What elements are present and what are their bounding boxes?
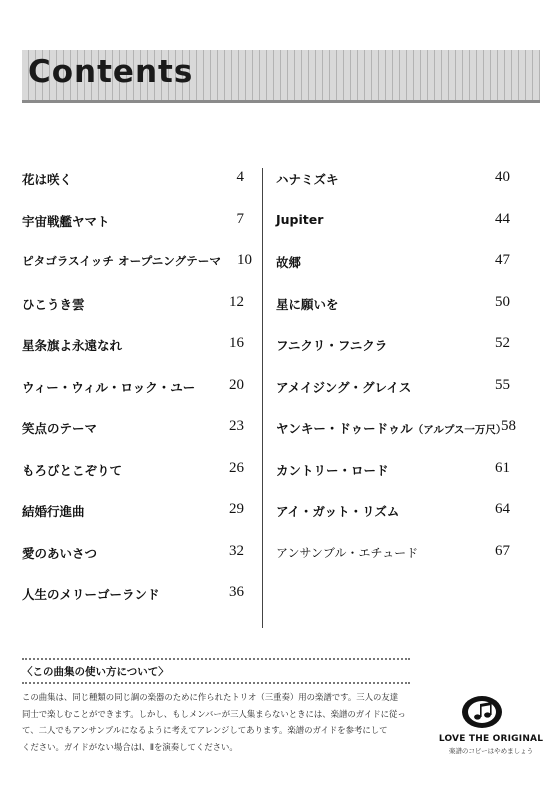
- toc-page-number: 32: [229, 542, 244, 559]
- contents-banner: [22, 50, 540, 103]
- toc-entry[interactable]: [22, 170, 248, 212]
- toc-entry[interactable]: [276, 170, 510, 212]
- toc-entry[interactable]: [22, 544, 248, 586]
- toc-entry[interactable]: [22, 252, 252, 295]
- toc-page-number: 4: [236, 169, 244, 185]
- toc-page-number: 47: [495, 252, 510, 268]
- toc-entry[interactable]: [22, 461, 248, 503]
- column-divider: [262, 168, 263, 628]
- toc-title-note: （アルプス一万尺）: [412, 424, 507, 436]
- toc-title: 愛のあいさつ: [22, 545, 98, 561]
- toc-page-number: 58: [501, 418, 516, 434]
- toc-title: 結婚行進曲: [22, 504, 85, 519]
- usage-note-line: この曲集は、同じ種類の同じ調の楽器のために作られたトリオ（三重奏）用の楽譜です。三人の友達: [22, 692, 399, 702]
- toc-entry[interactable]: [276, 295, 510, 337]
- toc-entry[interactable]: [22, 295, 248, 337]
- toc-entry[interactable]: [276, 253, 510, 295]
- toc-entry[interactable]: [22, 419, 248, 461]
- toc-title: 宇宙戦艦ヤマト: [22, 213, 110, 229]
- usage-note-line: ください。ガイドがない場合はⅠ、Ⅱを演奏してください。: [22, 741, 238, 752]
- toc-title: フニクリ・フニクラ: [276, 338, 388, 353]
- toc-entry[interactable]: [276, 212, 510, 254]
- toc-page-number: 64: [495, 501, 510, 517]
- toc-page-number: 16: [229, 335, 244, 351]
- toc-left-column: [22, 169, 252, 627]
- toc-right-column: [276, 169, 516, 585]
- usage-note-heading: 〈この曲集の使い方について〉: [22, 666, 169, 678]
- toc-title: 星に願いを: [276, 296, 339, 312]
- toc-title: 人生のメリーゴーランド: [22, 587, 160, 602]
- toc-page-number: 10: [237, 252, 252, 268]
- usage-note: [22, 658, 410, 755]
- toc-entry[interactable]: [22, 585, 248, 627]
- toc-page-number: 67: [495, 542, 510, 559]
- toc-title: [276, 419, 506, 437]
- toc-page-number: 36: [229, 584, 244, 600]
- toc-title: ひこうき雲: [22, 296, 85, 312]
- toc-title-main: ヤンキー・ドゥードゥル: [276, 421, 413, 436]
- toc-title: 星条旗よ永遠なれ: [22, 338, 123, 353]
- toc-entry[interactable]: [276, 418, 516, 461]
- toc-entry[interactable]: [276, 544, 510, 586]
- dotted-rule: [22, 658, 410, 660]
- usage-note-body: [22, 689, 410, 755]
- logo-name: LOVE THE ORIGINAL: [438, 734, 544, 744]
- toc-title: ウィー・ウィル・ロック・ユー: [22, 379, 196, 395]
- love-the-original-logo: [438, 694, 544, 764]
- toc-entry[interactable]: [276, 336, 510, 378]
- toc-page-number: 26: [229, 459, 244, 476]
- toc-title: アンサンブル・エチュード: [276, 545, 419, 560]
- toc-title: もろびとこぞりて: [22, 462, 123, 478]
- logo-subtitle: 楽譜のコピーはやめましょう: [448, 747, 534, 755]
- toc-page-number: 20: [229, 376, 244, 393]
- toc-page-number: 29: [229, 501, 244, 517]
- dotted-rule: [22, 682, 410, 684]
- toc-title: ハナミズキ: [276, 172, 339, 187]
- toc-page-number: 50: [495, 293, 510, 310]
- toc-page-number: 23: [229, 418, 244, 434]
- toc-entry[interactable]: [276, 461, 510, 503]
- usage-note-line: て、二人でもアンサンブルになるように考えてアレンジしてあります。楽譜のガイドを参考にして: [22, 725, 388, 735]
- toc-entry[interactable]: [22, 502, 248, 544]
- toc-page-number: 52: [495, 335, 510, 351]
- toc-page-number: 12: [229, 293, 244, 310]
- toc-title: Jupiter: [276, 211, 324, 227]
- toc-entry[interactable]: [22, 336, 248, 378]
- toc-title: 故郷: [276, 255, 302, 270]
- toc-title: アメイジング・グレイス: [276, 379, 412, 395]
- toc-entry[interactable]: [276, 502, 510, 544]
- usage-note-line: 同士で楽しむことができます。しかし、もしメンバーが三人集まらないときには、楽譜のガイドに従っ: [22, 708, 406, 719]
- music-note-logo-icon: [460, 694, 504, 730]
- toc-page-number: 44: [495, 210, 510, 227]
- page-title: Contents: [28, 54, 194, 90]
- toc-page-number: 55: [495, 376, 510, 393]
- toc-page-number: 7: [236, 210, 244, 227]
- toc-title: ピタゴラスイッチ オープニングテーマ: [22, 254, 221, 268]
- toc-title: 花は咲く: [22, 172, 73, 187]
- toc-entry[interactable]: [22, 378, 248, 420]
- toc-title: 笑点のテーマ: [22, 421, 98, 436]
- toc-entry[interactable]: [22, 212, 248, 254]
- toc-entry[interactable]: [276, 378, 510, 420]
- toc-page-number: 61: [495, 459, 510, 476]
- toc-title: カントリー・ロード: [276, 462, 389, 478]
- toc-page-number: 40: [495, 169, 510, 185]
- toc-title: アイ・ガット・リズム: [276, 504, 400, 519]
